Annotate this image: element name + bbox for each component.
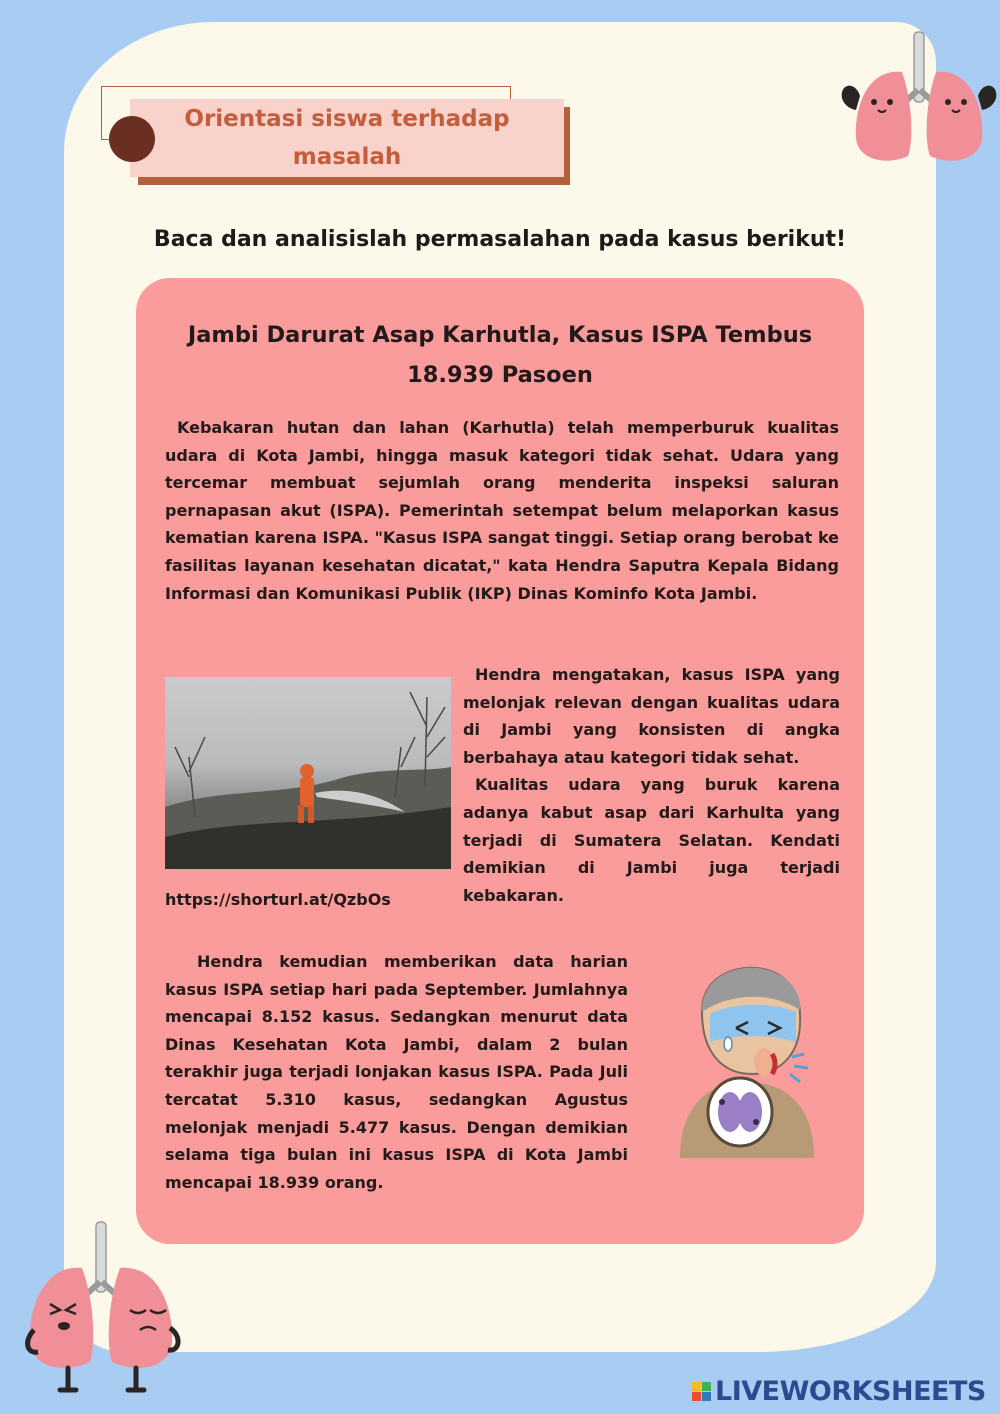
liveworksheets-watermark[interactable] [692,1376,986,1407]
firefighter-photo [165,677,451,869]
flexing-lungs-icon [836,30,1000,172]
section-title-banner [130,99,564,177]
article-paragraph-2a: Hendra mengatakan, kasus ISPA yang melonjak relevan dengan kualitas udara di Jambi yang konsisten di angka berbahaya atau kategori tidak sehat. [463,665,840,767]
coughing-person-icon [672,962,822,1162]
banner-dot [109,116,155,162]
article-paragraph-2 [463,661,840,909]
article-title: Jambi Darurat Asap Karhutla, Kasus ISPA Tembus 18.939 Pasoen [187,322,813,388]
sad-lungs-icon [20,1220,190,1398]
section-title: Orientasi siswa terhadap masalah [184,106,510,170]
article-paragraph-2b: Kualitas udara yang buruk karena adanya kabut asap dari Karhulta yang terjadi di Sumatera Selatan. Kendati demikian di Jambi juga terjadi kebakaran. [463,775,840,905]
photo-source-link[interactable]: https://shorturl.at/QzbOs [165,890,391,909]
article-paragraph-3: Hendra kemudian memberikan data harian kasus ISPA setiap hari pada September. Jumlahnya mencapai 8.152 kasus. Sedangkan menurut data Dinas Kesehatan Kota Jambi, dalam 2 bulan terakhir juga terjadi lonjakan kasus ISPA. Pada Juli tercatat 5.310 kasus, sedangkan Agustus melonjak menjadi 5.477 kasus. Dengan demikian selama tiga bulan ini kasus ISPA di Kota Jambi mencapai 18.939 orang. [165,952,628,1192]
watermark-text: LIVEWORKSHEETS [715,1376,986,1407]
liveworksheets-logo-icon [692,1382,711,1401]
article-paragraph-1: Kebakaran hutan dan lahan (Karhutla) telah memperburuk kualitas udara di Kota Jambi, hingga masuk kategori tidak sehat. Udara yang tercemar membuat sejumlah orang menderita inspeksi saluran pernapasan akut (ISPA). Pemerintah setempat belum melaporkan kasus kematian karena ISPA. "Kasus ISPA sangat tinggi. Setiap orang berobat ke fasilitas layanan kesehatan dicatat," kata Hendra Saputra Kepala Bidang Informasi dan Komunikasi Publik (IKP) Dinas Kominfo Kota Jambi. [165,418,839,603]
firefighter-scene-icon [165,677,451,869]
instruction-text: Baca dan analisislah permasalahan pada kasus berikut! [153,227,847,252]
